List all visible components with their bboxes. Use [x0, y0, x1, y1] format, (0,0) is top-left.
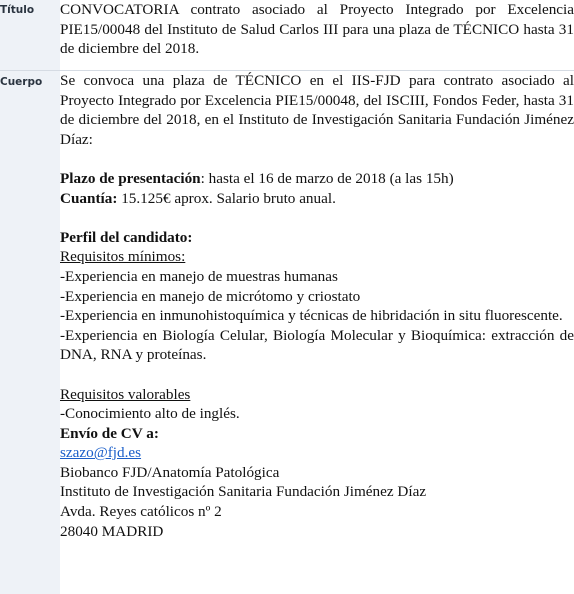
- profile-heading: Perfil del candidato:: [60, 228, 193, 246]
- valued-req-item: -Conocimiento alto de inglés.: [60, 405, 240, 423]
- address-line: Biobanco FJD/Anatomía Patológica: [60, 463, 280, 481]
- deadline-line: [60, 169, 574, 189]
- email-line: [60, 443, 574, 463]
- title-label: Título: [0, 0, 60, 70]
- address-line: Avda. Reyes católicos nº 2: [60, 503, 222, 521]
- title-row: [0, 0, 574, 70]
- cv-heading: Envío de CV a:: [60, 424, 159, 442]
- min-req-item: -Experiencia en Biología Celular, Biología Molecular y Bioquímica: extracción de DNA, RNA y proteínas.: [60, 326, 574, 364]
- amount-value: 15.125€ aprox. Salario bruto anual.: [117, 189, 336, 207]
- min-req-item: -Experiencia en inmunohistoquímica y técnicas de hibridación in situ fluorescente.: [60, 307, 563, 325]
- body-value: [60, 71, 574, 594]
- address-line: 28040 MADRID: [60, 522, 164, 540]
- email-link[interactable]: szazo@fjd.es: [60, 444, 142, 462]
- deadline-value: : hasta el 16 de marzo de 2018 (a las 15h): [200, 169, 454, 187]
- address-line: Instituto de Investigación Sanitaria Fundación Jiménez Díaz: [60, 483, 427, 501]
- body-row: [0, 71, 574, 594]
- intro-paragraph: Se convoca una plaza de TÉCNICO en el IIS-FJD para contrato asociado al Proyecto Integrado por Excelencia PIE15/00048, del ISCIII, Fondos Feder, hasta 31 de diciembre del 2018, en el Instituto de Investigación Sanitaria Fundación Jiménez Díaz:: [60, 72, 574, 148]
- min-req-heading: Requisitos mínimos:: [60, 248, 186, 266]
- amount-label: Cuantía:: [60, 189, 118, 207]
- title-value: CONVOCATORIA contrato asociado al Proyecto Integrado por Excelencia PIE15/00048 del Instituto de Salud Carlos III para una plaza de TÉCNICO hasta 31 de diciembre del 2018.: [60, 1, 574, 58]
- body-label: Cuerpo: [0, 71, 60, 594]
- deadline-label: Plazo de presentación: [60, 169, 201, 187]
- valued-req-heading: Requisitos valorables: [60, 385, 191, 403]
- min-req-item: -Experiencia en manejo de micrótomo y criostato: [60, 287, 361, 305]
- min-req-item: -Experiencia en manejo de muestras humanas: [60, 267, 338, 285]
- amount-line: [60, 189, 574, 209]
